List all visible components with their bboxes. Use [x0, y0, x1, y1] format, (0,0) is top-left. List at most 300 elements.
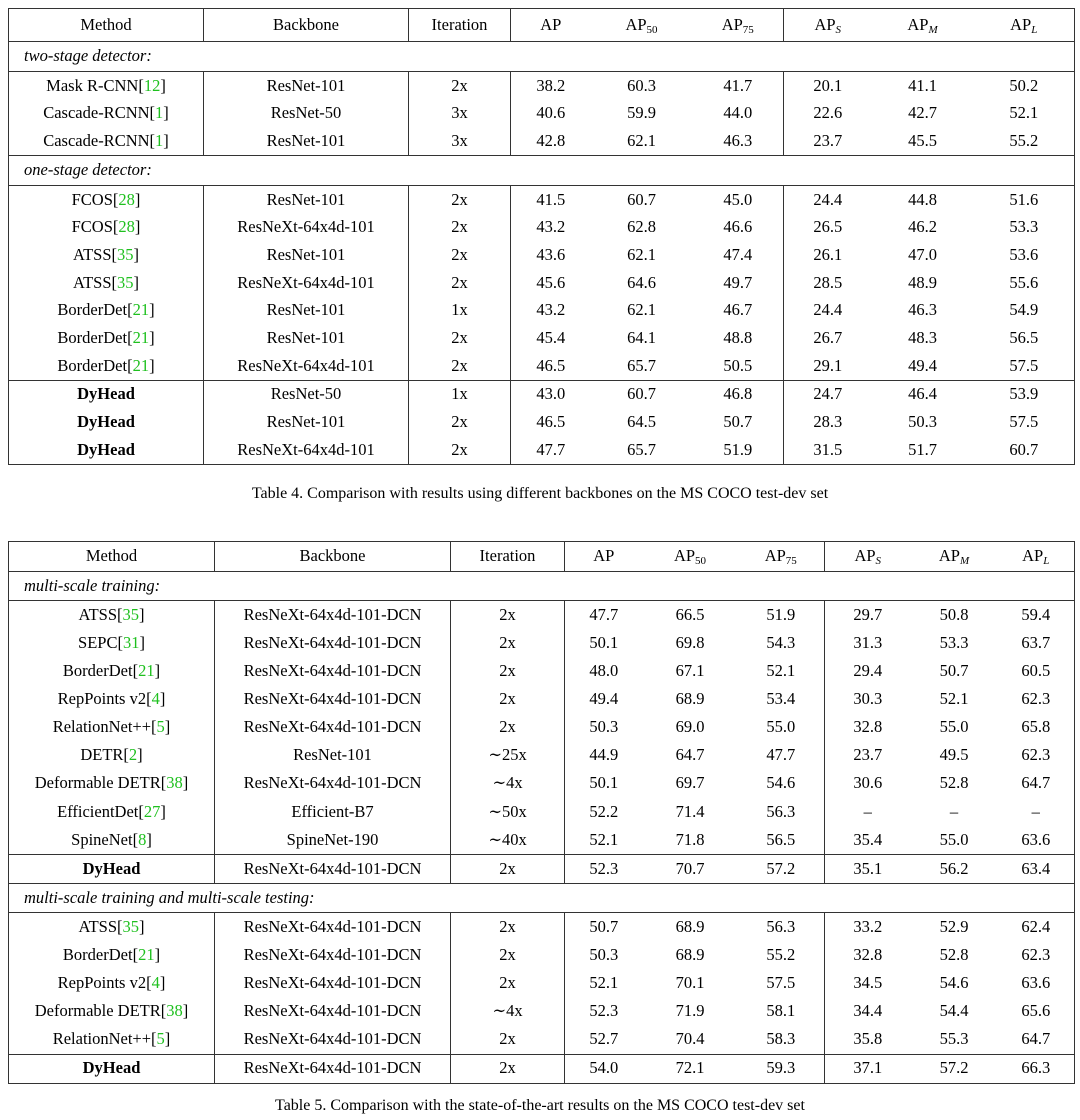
metric-cell: 64.6	[627, 272, 656, 292]
metric-cell: 26.7	[784, 325, 872, 353]
metric-cell: 58.1	[766, 1001, 796, 1021]
method-cell: Deformable DETR[38]	[34, 773, 189, 793]
method-cell	[9, 409, 204, 437]
metric-cell: 38.2	[511, 72, 591, 100]
metric-cell: 30.6	[825, 770, 911, 798]
metric-cell: 42.7	[908, 103, 937, 123]
backbone-cell: ResNet-101	[204, 409, 409, 437]
citation-link[interactable]: 4	[151, 689, 160, 709]
metric-cell: 54.6	[939, 973, 969, 993]
metric-cell: –	[825, 798, 911, 826]
table-row	[9, 127, 1075, 155]
column-header-label: AP	[907, 14, 929, 34]
header-row	[9, 542, 1075, 572]
column-header	[409, 9, 511, 42]
method-cell: FCOS[28]	[71, 217, 141, 237]
metric-cell: 68.9	[675, 689, 705, 709]
metric-cell: 66.3	[998, 1054, 1075, 1083]
backbone-cell: ResNeXt-64x4d-101-DCN	[215, 629, 451, 657]
column-header-subscript: 75	[742, 23, 754, 36]
metric-cell: 55.0	[939, 717, 969, 737]
backbone-cell: ResNeXt-64x4d-101	[204, 269, 409, 297]
metric-cell: 65.8	[1021, 717, 1051, 737]
table-row	[9, 380, 1075, 408]
method-name: BorderDet	[62, 661, 133, 681]
citation-link[interactable]: 1	[155, 130, 164, 150]
metric-cell: 47.0	[908, 245, 937, 265]
section-header	[9, 156, 1075, 186]
table-4	[8, 8, 1075, 465]
iteration-cell: 2x	[451, 629, 565, 657]
citation-link[interactable]: 35	[117, 272, 134, 292]
metric-cell: 43.6	[511, 241, 591, 269]
metric-cell: 57.5	[1009, 355, 1039, 375]
metric-cell: 52.1	[939, 689, 969, 709]
table-4-caption: Table 4. Comparison with results using different backbones on the MS COCO test-dev set	[251, 485, 829, 502]
iteration-cell: ∼25x	[451, 742, 565, 770]
metric-cell: 64.7	[675, 745, 705, 765]
table-row	[9, 325, 1075, 353]
backbone-cell: ResNeXt-64x4d-101-DCN	[215, 941, 451, 969]
column-header	[974, 9, 1075, 42]
section-title: multi-scale training:	[9, 572, 1075, 601]
backbone-cell: ResNeXt-64x4d-101-DCN	[215, 854, 451, 883]
metric-cell: 56.2	[911, 854, 998, 883]
metric-cell: 51.7	[908, 439, 937, 459]
method-cell: BorderDet[21]	[57, 355, 155, 375]
section-title: two-stage detector:	[9, 42, 1075, 72]
iteration-cell: 2x	[451, 941, 565, 969]
metric-cell: 71.9	[675, 1001, 705, 1021]
metric-cell: 52.8	[939, 945, 969, 965]
metric-cell: 54.4	[939, 1001, 969, 1021]
citation-link[interactable]: 31	[122, 632, 140, 652]
metric-cell: 49.5	[939, 745, 969, 765]
column-header	[911, 542, 998, 572]
backbone-cell: ResNet-50	[204, 380, 409, 408]
metric-cell: 65.6	[1021, 1001, 1051, 1021]
column-header-label: AP	[764, 546, 786, 566]
table-row	[9, 186, 1075, 214]
metric-cell: 48.8	[723, 328, 753, 348]
iteration-cell: 2x	[409, 214, 511, 242]
iteration-cell: 1x	[409, 297, 511, 325]
metric-cell: 59.4	[1021, 604, 1051, 624]
metric-cell: 60.3	[627, 75, 656, 95]
metric-cell: 52.1	[565, 826, 643, 855]
method-name: SpineNet	[71, 829, 133, 849]
method-name: BorderDet	[57, 355, 128, 375]
method-cell: Deformable DETR[38]	[34, 1001, 189, 1021]
method-cell: DETR[2]	[80, 745, 143, 765]
metric-cell: 65.7	[627, 439, 656, 459]
metric-cell: 50.1	[565, 629, 643, 657]
method-cell	[9, 1054, 215, 1083]
method-cell: BorderDet[21]	[57, 328, 155, 348]
method-cell: RelationNet++[5]	[52, 717, 171, 737]
column-header	[9, 9, 204, 42]
table-4-header	[9, 9, 1075, 42]
metric-cell: 62.8	[627, 217, 656, 237]
method-name: EfficientDet	[57, 801, 139, 821]
citation-link[interactable]: 28	[118, 189, 135, 209]
column-header	[825, 542, 911, 572]
column-header-label: AP	[593, 546, 615, 566]
citation-link[interactable]: 21	[132, 328, 150, 348]
metric-cell: 51.9	[723, 439, 753, 459]
metric-cell: 53.9	[974, 380, 1075, 408]
method-cell: RepPoints v2[4]	[57, 689, 166, 709]
citation-link[interactable]: 5	[156, 717, 165, 737]
column-header-label: Method	[85, 546, 138, 566]
metric-cell: 45.4	[511, 325, 591, 353]
backbone-cell: ResNeXt-64x4d-101-DCN	[215, 997, 451, 1025]
metric-cell: 55.6	[1009, 272, 1039, 292]
metric-cell: 26.1	[784, 241, 872, 269]
citation-link[interactable]: 21	[132, 355, 150, 375]
table-row	[9, 1054, 1075, 1083]
metric-cell: 32.8	[825, 941, 911, 969]
method-cell: ATSS[35]	[78, 604, 145, 624]
method-name: FCOS	[71, 217, 113, 237]
iteration-cell: ∼40x	[451, 826, 565, 855]
citation-link[interactable]: 35	[122, 604, 140, 624]
citation-link[interactable]: 35	[122, 916, 140, 936]
method-name: Deformable DETR	[34, 773, 161, 793]
header-row	[9, 9, 1075, 42]
iteration-cell: ∼4x	[451, 770, 565, 798]
table-row	[9, 241, 1075, 269]
column-header	[998, 542, 1075, 572]
method-name: Cascade-RCNN	[43, 103, 150, 123]
metric-cell: 31.3	[825, 629, 911, 657]
metric-cell: 26.5	[784, 214, 872, 242]
method-cell: BorderDet[21]	[62, 661, 161, 681]
metric-cell: 52.1	[766, 661, 796, 681]
iteration-cell: 2x	[409, 409, 511, 437]
column-header-subscript: 50	[646, 23, 658, 36]
metric-cell: 50.7	[939, 661, 969, 681]
metric-cell: 50.3	[565, 713, 643, 741]
citation-link[interactable]: 21	[138, 661, 155, 681]
column-header	[591, 9, 693, 42]
method-cell	[9, 436, 204, 464]
metric-cell: 53.6	[1009, 245, 1039, 265]
column-header-label: Backbone	[299, 546, 366, 566]
method-name: Cascade-RCNN	[43, 130, 150, 150]
metric-cell: 24.7	[784, 380, 872, 408]
iteration-cell: 2x	[451, 685, 565, 713]
method-cell: BorderDet[21]	[57, 300, 155, 320]
column-header-subscript: M	[928, 23, 938, 36]
metric-cell: 54.0	[565, 1054, 643, 1083]
column-header-label: AP	[673, 546, 696, 566]
metric-cell: 28.3	[784, 409, 872, 437]
iteration-cell: 2x	[451, 969, 565, 997]
backbone-cell: ResNeXt-64x4d-101-DCN	[215, 1054, 451, 1083]
iteration-cell: 1x	[409, 380, 511, 408]
metric-cell: 72.1	[643, 1054, 738, 1083]
metric-cell: 58.3	[766, 1029, 796, 1049]
citation-link[interactable]: 27	[143, 801, 161, 821]
metric-cell: 50.3	[908, 412, 937, 432]
metric-cell: 49.4	[565, 685, 643, 713]
metric-cell: 65.7	[627, 355, 656, 375]
citation-link[interactable]: 38	[166, 773, 183, 793]
table-5-body	[9, 572, 1075, 1084]
metric-cell: 68.9	[675, 945, 705, 965]
method-name: ATSS	[78, 916, 118, 936]
iteration-cell: ∼50x	[451, 798, 565, 826]
iteration-cell: 2x	[409, 72, 511, 100]
metric-cell: 62.3	[1021, 689, 1051, 709]
metric-cell: 30.3	[825, 685, 911, 713]
iteration-cell: 2x	[451, 1054, 565, 1083]
column-header-subscript: S	[875, 555, 882, 568]
metric-cell: 22.6	[784, 100, 872, 128]
metric-cell: 60.7	[1009, 439, 1039, 459]
metric-cell: 51.9	[766, 604, 796, 624]
column-header-subscript: S	[835, 23, 842, 36]
metric-cell: 43.2	[511, 297, 591, 325]
method-cell: ATSS[35]	[78, 916, 145, 936]
citation-link[interactable]: 35	[117, 245, 134, 265]
citation-link[interactable]: 28	[118, 217, 135, 237]
iteration-cell: 2x	[451, 854, 565, 883]
section-header	[9, 42, 1075, 72]
metric-cell: 53.3	[1009, 217, 1039, 237]
backbone-cell: ResNet-101	[204, 325, 409, 353]
table-row	[9, 629, 1075, 657]
backbone-cell: ResNeXt-64x4d-101	[204, 436, 409, 464]
metric-cell: 52.3	[565, 997, 643, 1025]
metric-cell: 49.7	[723, 272, 753, 292]
metric-cell: 59.9	[627, 103, 656, 123]
table-row	[9, 601, 1075, 630]
metric-cell: 59.3	[738, 1054, 825, 1083]
metric-cell: 55.2	[1009, 130, 1039, 150]
column-header-subscript: L	[1031, 23, 1038, 36]
table-row	[9, 100, 1075, 128]
backbone-cell: ResNeXt-64x4d-101-DCN	[215, 657, 451, 685]
column-header-label: AP	[721, 14, 743, 34]
metric-cell: 44.8	[908, 189, 937, 209]
metric-cell: 62.1	[627, 245, 656, 265]
metric-cell: 43.2	[511, 214, 591, 242]
metric-cell: 46.2	[908, 217, 937, 237]
metric-cell: 46.3	[723, 130, 753, 150]
method-cell: RelationNet++[5]	[52, 1029, 171, 1049]
column-header-label: AP	[1022, 546, 1044, 566]
column-header-label: AP	[540, 14, 562, 34]
iteration-cell: 2x	[409, 269, 511, 297]
metric-cell: 54.9	[1009, 300, 1039, 320]
metric-cell: 28.5	[784, 269, 872, 297]
citation-link[interactable]: 21	[132, 300, 150, 320]
metric-cell: 47.7	[766, 745, 796, 765]
metric-cell: 53.3	[939, 632, 969, 652]
section-header	[9, 572, 1075, 601]
method-name: Deformable DETR	[34, 1001, 161, 1021]
metric-cell: 52.9	[939, 916, 969, 936]
method-cell: FCOS[28]	[71, 189, 141, 209]
metric-cell: 62.1	[627, 130, 656, 150]
method-cell: ATSS[35]	[72, 272, 140, 292]
backbone-cell: ResNet-101	[204, 297, 409, 325]
method-name: ATSS	[72, 272, 112, 292]
table-row	[9, 854, 1075, 883]
method-cell: RepPoints v2[4]	[57, 973, 166, 993]
backbone-cell: ResNeXt-64x4d-101	[204, 214, 409, 242]
method-name: BorderDet	[57, 300, 128, 320]
citation-link[interactable]: 4	[151, 973, 160, 993]
iteration-cell: 2x	[451, 713, 565, 741]
citation-link[interactable]: 38	[166, 1001, 183, 1021]
metric-cell: 63.6	[1021, 829, 1051, 849]
iteration-cell: 3x	[409, 127, 511, 155]
metric-cell: 71.8	[675, 829, 705, 849]
metric-cell: 35.1	[825, 854, 911, 883]
iteration-cell: 3x	[409, 100, 511, 128]
metric-cell: 57.5	[766, 973, 796, 993]
metric-cell: 55.0	[766, 717, 796, 737]
column-header	[565, 542, 643, 572]
citation-link[interactable]: 2	[128, 745, 138, 765]
table-row	[9, 713, 1075, 741]
metric-cell: 47.7	[565, 601, 643, 630]
metric-cell: 35.8	[825, 1026, 911, 1055]
metric-cell: 37.1	[825, 1054, 911, 1083]
iteration-cell: 2x	[451, 1026, 565, 1055]
citation-link[interactable]: 1	[155, 103, 164, 123]
metric-cell: 31.5	[784, 436, 872, 464]
metric-cell: 24.4	[784, 186, 872, 214]
method-cell: Cascade-RCNN[1]	[43, 130, 169, 150]
table-5-caption: Table 5. Comparison with the state-of-the-art results on the MS COCO test-dev set	[275, 1097, 805, 1114]
column-header	[451, 542, 565, 572]
metric-cell: 55.0	[939, 829, 969, 849]
metric-cell: 52.1	[565, 969, 643, 997]
backbone-cell: ResNeXt-64x4d-101-DCN	[215, 969, 451, 997]
metric-cell: 24.4	[784, 297, 872, 325]
table-row	[9, 969, 1075, 997]
metric-cell: 64.5	[627, 412, 656, 432]
method-name: SEPC	[78, 632, 118, 652]
backbone-cell: ResNet-101	[204, 186, 409, 214]
method-name: DyHead	[77, 412, 135, 432]
backbone-cell: ResNet-101	[204, 127, 409, 155]
metric-cell: 52.1	[1009, 103, 1039, 123]
metric-cell: 50.7	[723, 412, 753, 432]
metric-cell: 43.0	[511, 380, 591, 408]
backbone-cell: ResNeXt-64x4d-101	[204, 352, 409, 380]
metric-cell: 50.8	[939, 604, 969, 624]
iteration-cell: 2x	[409, 436, 511, 464]
citation-link[interactable]: 8	[138, 829, 147, 849]
method-name: DyHead	[77, 439, 135, 459]
metric-cell: 63.7	[1021, 632, 1051, 652]
backbone-cell: ResNeXt-64x4d-101-DCN	[215, 913, 451, 942]
method-cell: BorderDet[21]	[62, 945, 161, 965]
metric-cell: 64.1	[627, 328, 656, 348]
metric-cell: 29.1	[784, 352, 872, 380]
metric-cell: 56.5	[766, 829, 796, 849]
metric-cell: 57.2	[738, 854, 825, 883]
table-4-body	[9, 42, 1075, 465]
metric-cell: 23.7	[784, 127, 872, 155]
backbone-cell: ResNeXt-64x4d-101-DCN	[215, 713, 451, 741]
table-row	[9, 657, 1075, 685]
metric-cell: 41.7	[723, 75, 753, 95]
metric-cell: –	[1031, 801, 1040, 821]
metric-cell: 52.8	[939, 773, 969, 793]
metric-cell: 70.4	[675, 1029, 705, 1049]
metric-cell: 60.5	[1021, 661, 1051, 681]
metric-cell: 20.1	[784, 72, 872, 100]
metric-cell: 41.1	[908, 75, 937, 95]
column-header-subscript: L	[1043, 555, 1050, 568]
metric-cell: 54.6	[766, 773, 796, 793]
metric-cell: 34.5	[825, 969, 911, 997]
table-row	[9, 214, 1075, 242]
method-name: BorderDet	[62, 945, 133, 965]
metric-cell: 45.0	[723, 189, 753, 209]
column-header-label: AP	[854, 546, 876, 566]
metric-cell: 46.3	[908, 300, 937, 320]
metric-cell: 63.6	[1021, 973, 1051, 993]
metric-cell: 70.7	[643, 854, 738, 883]
iteration-cell: 2x	[409, 186, 511, 214]
method-name: DyHead	[77, 384, 135, 404]
metric-cell: 44.0	[723, 103, 753, 123]
metric-cell: 46.6	[723, 217, 753, 237]
table-row	[9, 798, 1075, 826]
iteration-cell: 2x	[451, 913, 565, 942]
table-row	[9, 997, 1075, 1025]
metric-cell: 47.4	[723, 245, 753, 265]
backbone-cell: Efficient-B7	[215, 798, 451, 826]
metric-cell: 29.7	[825, 601, 911, 630]
metric-cell: 68.9	[675, 916, 705, 936]
method-cell	[9, 380, 204, 408]
column-header-subscript: 50	[695, 555, 707, 568]
metric-cell: 56.3	[766, 916, 796, 936]
table-row	[9, 770, 1075, 798]
metric-cell: 52.2	[565, 798, 643, 826]
column-header-label: AP	[814, 14, 836, 34]
metric-cell: 46.4	[872, 380, 974, 408]
backbone-cell: ResNet-101	[204, 241, 409, 269]
method-cell: ATSS[35]	[72, 245, 140, 265]
table-row	[9, 742, 1075, 770]
citation-link[interactable]: 5	[156, 1029, 165, 1049]
column-header-subscript: M	[959, 555, 970, 568]
metric-cell: 60.7	[627, 189, 656, 209]
metric-cell: 45.6	[511, 269, 591, 297]
metric-cell: 33.2	[825, 913, 911, 942]
citation-link[interactable]: 21	[138, 945, 155, 965]
column-header-label: AP	[625, 14, 647, 34]
method-cell: EfficientDet[27]	[57, 801, 166, 821]
method-name: RelationNet++	[52, 1029, 152, 1049]
section-title: multi-scale training and multi-scale testing:	[9, 884, 1075, 913]
method-cell: SEPC[31]	[78, 632, 145, 652]
metric-cell: 66.5	[675, 604, 705, 624]
method-cell: Mask R-CNN[12]	[46, 75, 166, 95]
citation-link[interactable]: 12	[143, 75, 161, 95]
column-header-label: AP	[938, 546, 960, 566]
column-header-label: Iteration	[479, 546, 536, 566]
